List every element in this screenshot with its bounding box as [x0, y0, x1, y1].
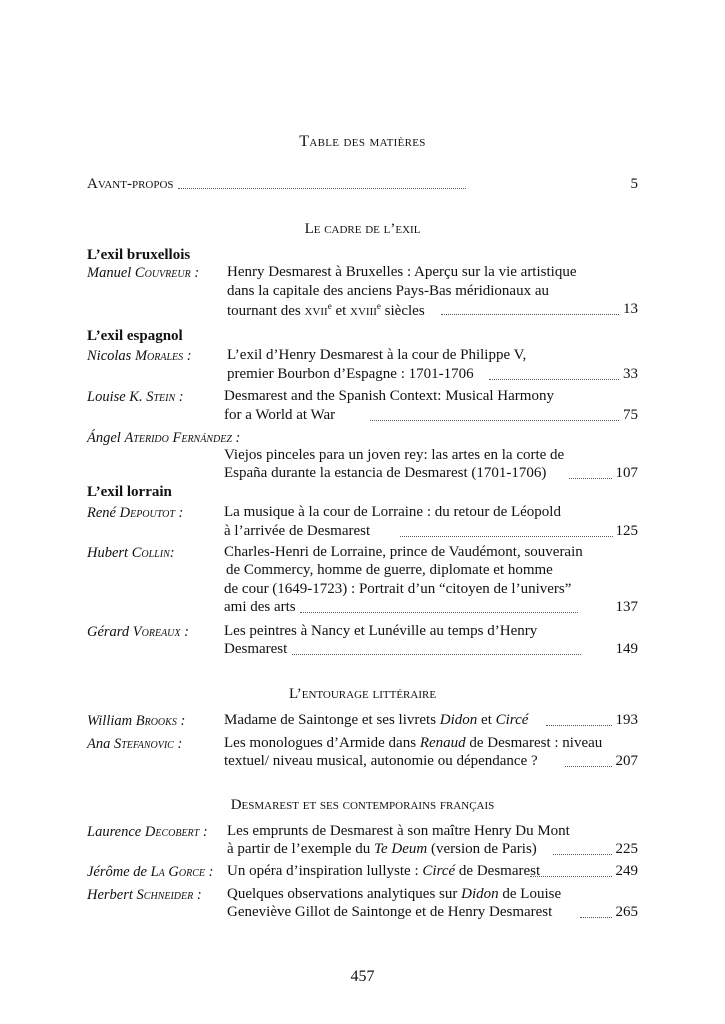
- entry-title-line: for a World at War: [224, 407, 336, 423]
- entry-page: 107: [615, 465, 638, 481]
- entry-title-line: Un opéra d’inspiration lullyste : Circé de Desmarest: [227, 863, 541, 879]
- leader-dots: [546, 725, 612, 726]
- group-heading-lorrain: L’exil lorrain: [87, 484, 172, 500]
- entry-title-line: La musique à la cour de Lorraine : du retour de Léopold: [224, 504, 561, 520]
- entry-title-line: Geneviève Gillot de Saintonge et de Henry Desmarest: [227, 904, 553, 920]
- entry-author: William Brooks :: [87, 713, 186, 729]
- entry-page: 249: [615, 863, 638, 879]
- entry-author: Jérôme de La Gorce :: [87, 864, 214, 880]
- entry-title-line: Viejos pinceles para un joven rey: las artes en la corte de: [224, 447, 565, 463]
- entry-author: Laurence Decobert :: [87, 824, 208, 840]
- leader-dots: [565, 766, 612, 767]
- entry-title-line: premier Bourbon d’Espagne : 1701-1706: [227, 366, 474, 382]
- entry-author: René Depoutot :: [87, 505, 184, 521]
- entry-title-line: Quelques observations analytiques sur Didon de Louise: [227, 886, 562, 902]
- entry-page: 137: [615, 599, 638, 615]
- entry-title-line: tournant des xvii$^e$ et xviii$^e$ siècles: [227, 301, 425, 319]
- entry-page: 225: [615, 841, 638, 857]
- leader-dots: [553, 854, 612, 855]
- entry-title-line: dans la capitale des anciens Pays-Bas méridionaux au: [227, 283, 549, 299]
- entry-author: Hubert Collin:: [87, 545, 175, 561]
- entry-title-line: de Commercy, homme de guerre, diplomate et homme: [226, 562, 553, 578]
- entry-title-line: textuel/ niveau musical, autonomie ou dépendance ?: [224, 753, 538, 769]
- page-number: 457: [350, 968, 375, 985]
- leader-dots: [370, 420, 619, 421]
- leader-dots: [530, 876, 612, 877]
- entry-author: Gérard Voreaux :: [87, 624, 189, 640]
- toc-title: Table des matières: [299, 133, 426, 150]
- entry-title-line: Les peintres à Nancy et Lunéville au temps d’Henry: [224, 623, 538, 639]
- leader-dots: [300, 612, 578, 613]
- entry-page: 125: [615, 523, 638, 539]
- leader-dots: [489, 379, 619, 380]
- entry-title-line: España durante la estancia de Desmarest (1701-1706): [224, 465, 547, 481]
- entry-page: 149: [615, 641, 638, 657]
- entry-title-line: ami des arts: [224, 599, 296, 615]
- leader-dots: [292, 654, 581, 655]
- entry-page: 265: [615, 904, 638, 920]
- leader-dots: [178, 188, 466, 189]
- entry-title-line: à l’arrivée de Desmarest: [224, 523, 371, 539]
- entry-title-line: Henry Desmarest à Bruxelles : Aperçu sur la vie artistique: [227, 264, 577, 280]
- avant-propos-label: Avant-propos: [87, 176, 174, 192]
- group-heading-bruxellois: L’exil bruxellois: [87, 247, 191, 263]
- entry-title-line: Desmarest and the Spanish Context: Musical Harmony: [224, 388, 554, 404]
- entry-author: Nicolas Morales :: [87, 348, 192, 364]
- entry-author: Herbert Schneider :: [87, 887, 202, 903]
- leader-dots: [441, 314, 619, 315]
- entry-title-line: Desmarest: [224, 641, 288, 657]
- entry-title-line: à partir de l’exemple du Te Deum (version de Paris): [227, 841, 537, 857]
- leader-dots: [580, 917, 612, 918]
- entry-title-line: Les monologues d’Armide dans Renaud de Desmarest : niveau: [224, 735, 603, 751]
- section-heading-entourage: L’entourage littéraire: [288, 686, 437, 702]
- entry-author: Louise K. Stein :: [87, 389, 184, 405]
- entry-title-line: Charles-Henri de Lorraine, prince de Vaudémont, souverain: [224, 544, 583, 560]
- section-heading-contemporains: Desmarest et ses contemporains français: [230, 797, 495, 813]
- leader-dots: [569, 478, 612, 479]
- entry-author: Ana Stefanovic :: [87, 736, 183, 752]
- group-heading-espagnol: L’exil espagnol: [87, 328, 183, 344]
- entry-page: 75: [623, 407, 638, 423]
- entry-title-line: Les emprunts de Desmarest à son maître Henry Du Mont: [227, 823, 570, 839]
- leader-dots: [400, 536, 613, 537]
- entry-title-line: Madame de Saintonge et ses livrets Didon et Circé: [224, 712, 529, 728]
- entry-page: 207: [615, 753, 638, 769]
- entry-author: Manuel Couvreur :: [87, 265, 200, 281]
- avant-propos-page: 5: [630, 176, 638, 192]
- entry-page: 13: [623, 301, 638, 317]
- entry-page: 33: [623, 366, 638, 382]
- entry-page: 193: [615, 712, 638, 728]
- entry-title-line: de cour (1649-1723) : Portrait d’un “citoyen de l’univers”: [224, 581, 572, 597]
- section-heading-cadre: Le cadre de l’exil: [304, 221, 421, 237]
- entry-author: Ángel Aterido Fernández :: [87, 430, 241, 446]
- entry-title-line: L’exil d’Henry Desmarest à la cour de Philippe V,: [227, 347, 527, 363]
